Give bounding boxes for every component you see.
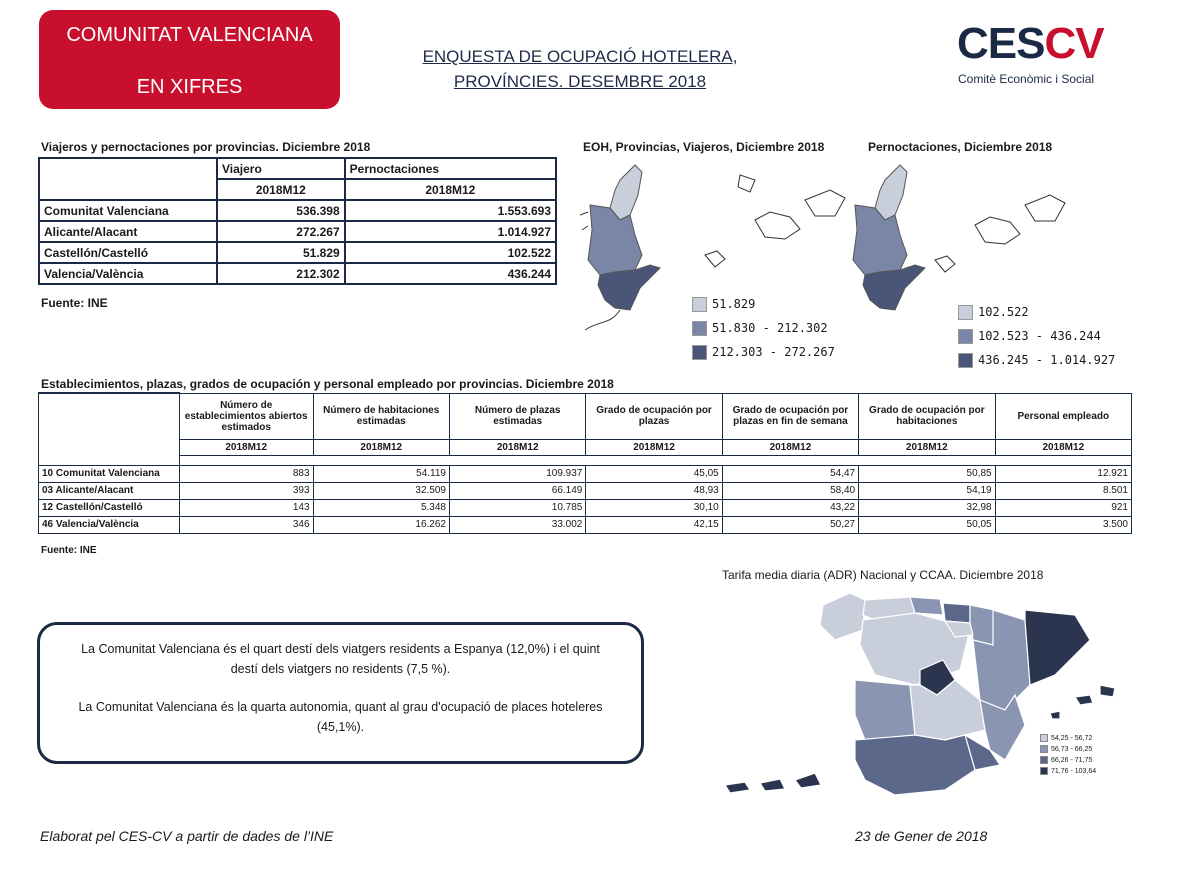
table2-blank-header bbox=[39, 393, 180, 465]
table2-col-header: Número de establecimientos abiertos estimados bbox=[179, 393, 313, 439]
legend-item bbox=[1040, 766, 1096, 777]
logo-part-a: CES bbox=[957, 19, 1045, 68]
legend-label: 102.522 bbox=[978, 305, 1029, 319]
legend-item bbox=[1040, 733, 1096, 744]
legend-item bbox=[692, 340, 835, 364]
table1-period: 2018M12 bbox=[345, 179, 556, 200]
table-cell: 54,19 bbox=[859, 482, 995, 499]
cell-viajeros: 212.302 bbox=[217, 263, 345, 284]
table2-period: 2018M12 bbox=[449, 439, 585, 455]
row-label: Comunitat Valenciana bbox=[39, 200, 217, 221]
table-row bbox=[39, 482, 1132, 499]
logo-subtitle: Comitè Econòmic i Social bbox=[958, 72, 1095, 86]
legend-swatch bbox=[1040, 756, 1048, 764]
table-row bbox=[39, 263, 556, 284]
coastline bbox=[585, 310, 620, 330]
table2-col-header: Personal empleado bbox=[995, 393, 1131, 439]
region-badge bbox=[39, 10, 340, 109]
cell-pernoctaciones: 1.553.693 bbox=[345, 200, 556, 221]
cell-pernoctaciones: 102.522 bbox=[345, 242, 556, 263]
table-cell: 32,98 bbox=[859, 499, 995, 516]
table2-col-header: Grado de ocupación por plazas en fin de semana bbox=[722, 393, 858, 439]
table1-caption: Viajeros y pernoctaciones por provincias. Diciembre 2018 bbox=[41, 140, 371, 154]
legend-label: 102.523 - 436.244 bbox=[978, 329, 1101, 343]
adr-map-title: Tarifa media diaria (ADR) Nacional y CCAA. Diciembre 2018 bbox=[722, 568, 1044, 582]
table-cell: 66.149 bbox=[449, 482, 585, 499]
legend-item bbox=[1040, 755, 1096, 766]
table1-col-viajero: Viajero bbox=[217, 158, 345, 179]
balearic-island bbox=[705, 251, 725, 267]
table2-period: 2018M12 bbox=[586, 439, 722, 455]
legend-label: 212.303 - 272.267 bbox=[712, 345, 835, 359]
map2-legend bbox=[958, 300, 1115, 372]
table-cell: 12.921 bbox=[995, 465, 1131, 482]
table2-col-header: Grado de ocupación por habitaciones bbox=[859, 393, 995, 439]
table-cell: 45,05 bbox=[586, 465, 722, 482]
legend-swatch bbox=[958, 329, 973, 344]
legend-swatch bbox=[1040, 745, 1048, 753]
legend-label: 51.830 - 212.302 bbox=[712, 321, 828, 335]
footer-date: 23 de Gener de 2018 bbox=[855, 828, 988, 844]
legend-label: 56,73 - 66,25 bbox=[1051, 746, 1093, 753]
table-cell: 50,05 bbox=[859, 516, 995, 533]
legend-swatch bbox=[958, 305, 973, 320]
legend-item bbox=[958, 300, 1115, 324]
region-extremadura bbox=[855, 680, 915, 740]
province-valencia bbox=[588, 205, 642, 275]
legend-label: 66,26 - 71,75 bbox=[1051, 757, 1093, 764]
cell-pernoctaciones: 436.244 bbox=[345, 263, 556, 284]
cell-pernoctaciones: 1.014.927 bbox=[345, 221, 556, 242]
title-line1: ENQUESTA DE OCUPACIÓ HOTELERA, bbox=[422, 47, 738, 66]
region-navarra bbox=[970, 605, 995, 645]
table-row bbox=[39, 221, 556, 242]
table-cell: 42,15 bbox=[586, 516, 722, 533]
region-castilla-la-mancha bbox=[910, 680, 985, 740]
table-row bbox=[39, 200, 556, 221]
table-cell: 32.509 bbox=[313, 482, 449, 499]
note-paragraph: La Comunitat Valenciana és la quarta autonomia, quant al grau d'ocupació de places hoteleres (45,1%). bbox=[78, 700, 603, 734]
legend-item bbox=[692, 292, 835, 316]
table1-period: 2018M12 bbox=[217, 179, 345, 200]
table-cell: 109.937 bbox=[449, 465, 585, 482]
table-row bbox=[39, 499, 1132, 516]
balearic-island bbox=[805, 190, 845, 216]
travelers-table bbox=[38, 157, 557, 285]
legend-swatch bbox=[1040, 734, 1048, 742]
table2-period: 2018M12 bbox=[995, 439, 1131, 455]
region-baleares bbox=[1050, 685, 1115, 719]
spain-adr-map bbox=[715, 585, 1125, 813]
map1-legend bbox=[692, 292, 835, 364]
row-label: 12 Castellón/Castelló bbox=[39, 499, 180, 516]
balearic-island bbox=[975, 217, 1020, 244]
footer-source: Elaborat pel CES-CV a partir de dades de l’INE bbox=[40, 828, 334, 844]
table-row bbox=[39, 465, 1132, 482]
table-cell: 143 bbox=[179, 499, 313, 516]
table2-spacer bbox=[179, 455, 1131, 465]
table-cell: 54.119 bbox=[313, 465, 449, 482]
table1-col-pernoctaciones: Pernoctaciones bbox=[345, 158, 556, 179]
summary-note bbox=[37, 622, 644, 764]
table-cell: 5.348 bbox=[313, 499, 449, 516]
region-cataluna bbox=[1025, 610, 1090, 685]
legend-swatch bbox=[692, 297, 707, 312]
legend-label: 436.245 - 1.014.927 bbox=[978, 353, 1116, 367]
province-castellon bbox=[875, 165, 907, 220]
table-cell: 43,22 bbox=[722, 499, 858, 516]
establishments-table bbox=[38, 392, 1132, 534]
table-cell: 921 bbox=[995, 499, 1131, 516]
map2-title: Pernoctaciones, Diciembre 2018 bbox=[868, 140, 1053, 154]
table-cell: 8.501 bbox=[995, 482, 1131, 499]
table2-period: 2018M12 bbox=[859, 439, 995, 455]
row-label: Castellón/Castelló bbox=[39, 242, 217, 263]
balearic-island bbox=[935, 256, 955, 272]
table-row bbox=[39, 516, 1132, 533]
table-cell: 58,40 bbox=[722, 482, 858, 499]
table2-period: 2018M12 bbox=[313, 439, 449, 455]
row-label: 10 Comunitat Valenciana bbox=[39, 465, 180, 482]
legend-swatch bbox=[1040, 767, 1048, 775]
region-canarias bbox=[725, 773, 821, 793]
legend-label: 54,25 - 56,72 bbox=[1051, 735, 1093, 742]
legend-label: 71,76 - 103,64 bbox=[1051, 768, 1097, 775]
table-cell: 48,93 bbox=[586, 482, 722, 499]
table1-blank-header bbox=[39, 158, 217, 200]
balearic-island bbox=[755, 212, 800, 239]
region-cantabria bbox=[910, 597, 943, 615]
balearic-island bbox=[1025, 195, 1065, 221]
table-cell: 33.002 bbox=[449, 516, 585, 533]
table-row bbox=[39, 242, 556, 263]
table2-source: Fuente: INE bbox=[41, 545, 97, 556]
table-cell: 30,10 bbox=[586, 499, 722, 516]
legend-swatch bbox=[692, 345, 707, 360]
table2-col-header: Grado de ocupación por plazas bbox=[586, 393, 722, 439]
table2-period: 2018M12 bbox=[722, 439, 858, 455]
province-castellon bbox=[610, 165, 642, 220]
table2-period: 2018M12 bbox=[179, 439, 313, 455]
logo-part-b: CV bbox=[1044, 19, 1104, 68]
region-andalucia bbox=[855, 735, 975, 795]
legend-item bbox=[1040, 744, 1096, 755]
table2-col-header: Número de plazas estimadas bbox=[449, 393, 585, 439]
row-label: Valencia/València bbox=[39, 263, 217, 284]
table-cell: 883 bbox=[179, 465, 313, 482]
balearic-island bbox=[738, 175, 755, 192]
table-cell: 346 bbox=[179, 516, 313, 533]
row-label: 03 Alicante/Alacant bbox=[39, 482, 180, 499]
cescv-logo bbox=[957, 19, 1112, 68]
row-label: Alicante/Alacant bbox=[39, 221, 217, 242]
legend-swatch bbox=[692, 321, 707, 336]
province-valencia bbox=[853, 205, 907, 275]
table-cell: 3.500 bbox=[995, 516, 1131, 533]
legend-item bbox=[692, 316, 835, 340]
table-cell: 50,85 bbox=[859, 465, 995, 482]
row-label: 46 Valencia/València bbox=[39, 516, 180, 533]
table-cell: 50,27 bbox=[722, 516, 858, 533]
legend-label: 51.829 bbox=[712, 297, 756, 311]
region-galicia bbox=[820, 593, 865, 640]
region-pais-vasco bbox=[943, 603, 970, 623]
cell-viajeros: 536.398 bbox=[217, 200, 345, 221]
page-title bbox=[360, 44, 800, 94]
table1-source: Fuente: INE bbox=[41, 296, 108, 310]
legend-item bbox=[958, 348, 1115, 372]
table-cell: 393 bbox=[179, 482, 313, 499]
cell-viajeros: 272.267 bbox=[217, 221, 345, 242]
table-cell: 10.785 bbox=[449, 499, 585, 516]
table2-caption: Establecimientos, plazas, grados de ocupación y personal empleado por provincias. Diciembre 2018 bbox=[41, 377, 614, 391]
note-paragraph: La Comunitat Valenciana és el quart destí dels viatgers residents a Espanya (12,0%) i el quint destí dels viatgers no residents (7,5 %). bbox=[81, 642, 600, 676]
cell-viajeros: 51.829 bbox=[217, 242, 345, 263]
map1-title: EOH, Provincias, Viajeros, Diciembre 2018 bbox=[583, 140, 825, 154]
badge-line2: EN XIFRES bbox=[136, 76, 243, 98]
table2-col-header: Número de habitaciones estimadas bbox=[313, 393, 449, 439]
legend-swatch bbox=[958, 353, 973, 368]
table-cell: 54,47 bbox=[722, 465, 858, 482]
coastline bbox=[580, 212, 588, 230]
legend-item bbox=[958, 324, 1115, 348]
adr-map-legend bbox=[1040, 733, 1096, 777]
title-line2: PROVÍNCIES. DESEMBRE 2018 bbox=[453, 72, 707, 91]
badge-line1: COMUNITAT VALENCIANA bbox=[66, 24, 313, 46]
table-cell: 16.262 bbox=[313, 516, 449, 533]
